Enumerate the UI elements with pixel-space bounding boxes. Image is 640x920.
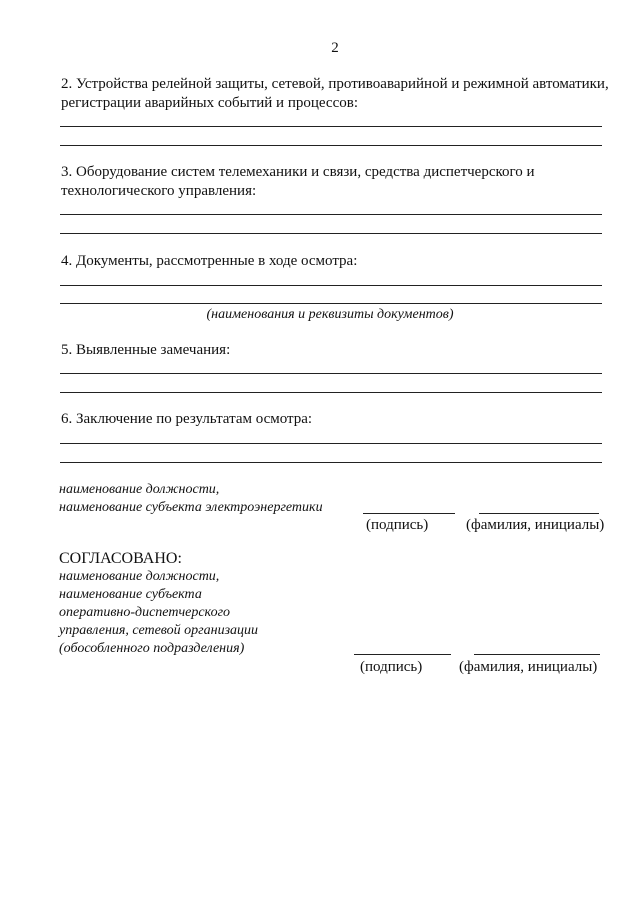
fill-line xyxy=(60,126,602,127)
section-3-title-line-1: 3. Оборудование систем телемеханики и связи, средства диспетчерского и xyxy=(61,164,535,180)
approval-heading: СОГЛАСОВАНО: xyxy=(59,550,182,567)
documents-caption: (наименования и реквизиты документов) xyxy=(206,307,454,322)
name-caption: (фамилия, инициалы) xyxy=(466,517,605,533)
section-3-title-line-2: технологического управления: xyxy=(61,183,257,199)
section-2-title-line-1: 2. Устройства релейной защиты, сетевой, противоаварийной и режимной автоматики, xyxy=(61,76,609,92)
approval-name-caption: (фамилия, инициалы) xyxy=(459,659,598,675)
signature-caption: (подпись) xyxy=(366,517,429,533)
approval-line-4: управления, сетевой организации xyxy=(59,623,259,638)
fill-line xyxy=(60,214,602,215)
fill-line xyxy=(60,233,602,234)
signature-line xyxy=(363,513,455,514)
approval-signature-line xyxy=(354,654,451,655)
approval-name-line xyxy=(474,654,600,655)
section-6-title: 6. Заключение по результатам осмотра: xyxy=(61,411,313,427)
section-2-title-line-2: регистрации аварийных событий и процессов: xyxy=(61,95,358,111)
signatory-entity-label: наименование субъекта электроэнергетики xyxy=(59,500,323,515)
fill-line xyxy=(60,443,602,444)
fill-line xyxy=(60,373,602,374)
approval-line-2: наименование субъекта xyxy=(59,587,202,602)
page-number: 2 xyxy=(331,40,339,56)
fill-line xyxy=(60,145,602,146)
approval-line-5: (обособленного подразделения) xyxy=(59,641,245,656)
fill-line xyxy=(60,462,602,463)
fill-line xyxy=(60,285,602,286)
section-4-title: 4. Документы, рассмотренные в ходе осмотра: xyxy=(61,253,358,269)
approval-signature-caption: (подпись) xyxy=(360,659,423,675)
approval-line-1: наименование должности, xyxy=(59,569,220,584)
approval-line-3: оперативно-диспетчерского xyxy=(59,605,231,620)
section-5-title: 5. Выявленные замечания: xyxy=(61,342,231,358)
fill-line xyxy=(60,392,602,393)
signatory-position-label: наименование должности, xyxy=(59,482,220,497)
name-line xyxy=(479,513,599,514)
fill-line xyxy=(60,303,602,304)
